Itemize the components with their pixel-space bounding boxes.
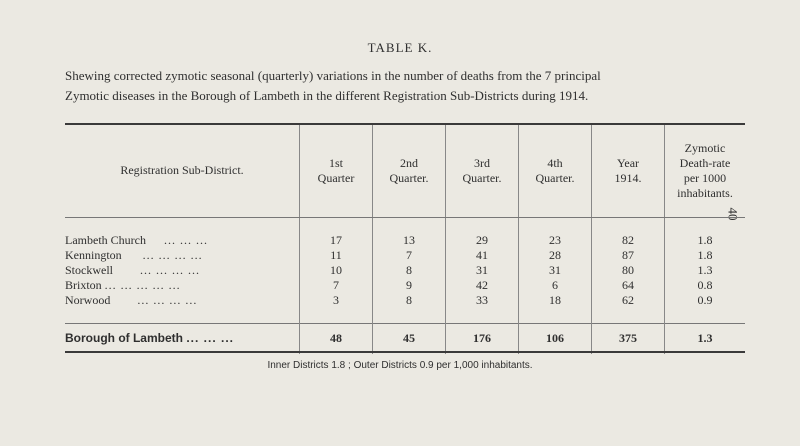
q1-cell: 10 (300, 263, 373, 278)
q2-cell: 7 (373, 248, 446, 263)
q4-cell: 18 (519, 293, 592, 308)
rate-cell: 1.8 (665, 233, 746, 248)
q3-cell: 31 (446, 263, 519, 278)
q3-cell: 42 (446, 278, 519, 293)
table-title: TABLE K. (367, 40, 433, 55)
header-year: Year 1914. (592, 125, 665, 217)
page-number: 40 (725, 207, 741, 221)
q3-cell: 29 (446, 233, 519, 248)
q2-cell: 9 (373, 278, 446, 293)
rate-cell: 1.3 (665, 263, 746, 278)
q1-cell: 17 (300, 233, 373, 248)
q4-cell: 6 (519, 278, 592, 293)
q2-cell: 13 (373, 233, 446, 248)
district-cell: Norwood ... ... ... ... (65, 292, 198, 307)
year-cell: 82 (592, 233, 665, 248)
table-row (65, 293, 745, 308)
header-q3: 3rd Quarter. (446, 125, 519, 217)
total-q4-cell: 106 (519, 323, 592, 354)
year-cell: 87 (592, 248, 665, 263)
rate-cell: 0.8 (665, 278, 746, 293)
district-cell: Kennington ... ... ... ... (65, 247, 203, 262)
description-line-1: Shewing corrected zymotic seasonal (quarterly) variations in the number of deaths from the 7 principal (65, 68, 601, 83)
district-cell: Brixton ... ... ... ... ... (65, 277, 181, 292)
total-row (65, 323, 745, 354)
table-row (65, 248, 745, 263)
table-description (65, 66, 765, 106)
q4-cell: 23 (519, 233, 592, 248)
q2-cell: 8 (373, 263, 446, 278)
district-cell: Stockwell ... ... ... ... (65, 262, 200, 277)
bottom-rule (65, 351, 745, 353)
total-rate-cell: 1.3 (665, 323, 746, 354)
table-row (65, 263, 745, 278)
rate-cell: 0.9 (665, 293, 746, 308)
q4-cell: 28 (519, 248, 592, 263)
q1-cell: 11 (300, 248, 373, 263)
total-q3-cell: 176 (446, 323, 519, 354)
header-district: Registration Sub-District. (65, 125, 300, 217)
rate-cell: 1.8 (665, 248, 746, 263)
total-q2-cell: 45 (373, 323, 446, 354)
year-cell: 80 (592, 263, 665, 278)
q2-cell: 8 (373, 293, 446, 308)
header-rate: Zymotic Death-rate per 1000 inhabitants. (665, 125, 746, 217)
header-q2: 2nd Quarter. (373, 125, 446, 217)
header-q1: 1st Quarter (300, 125, 373, 217)
total-year-cell: 375 (592, 323, 665, 354)
district-cell: Lambeth Church ... ... ... (65, 232, 208, 247)
q3-cell: 41 (446, 248, 519, 263)
zymotic-table (65, 125, 745, 354)
footnote: Inner Districts 1.8 ; Outer Districts 0.9 per 1,000 inhabitants. (267, 360, 533, 371)
total-district-cell: Borough of Lambeth ... ... ... (65, 323, 300, 354)
table-row (65, 278, 745, 293)
table-row (65, 233, 745, 248)
year-cell: 62 (592, 293, 665, 308)
description-line-2: Zymotic diseases in the Borough of Lambeth in the different Registration Sub-Districts during 1914. (65, 88, 589, 103)
q3-cell: 33 (446, 293, 519, 308)
q1-cell: 7 (300, 278, 373, 293)
q4-cell: 31 (519, 263, 592, 278)
total-q1-cell: 48 (300, 323, 373, 354)
q1-cell: 3 (300, 293, 373, 308)
header-q4: 4th Quarter. (519, 125, 592, 217)
year-cell: 64 (592, 278, 665, 293)
